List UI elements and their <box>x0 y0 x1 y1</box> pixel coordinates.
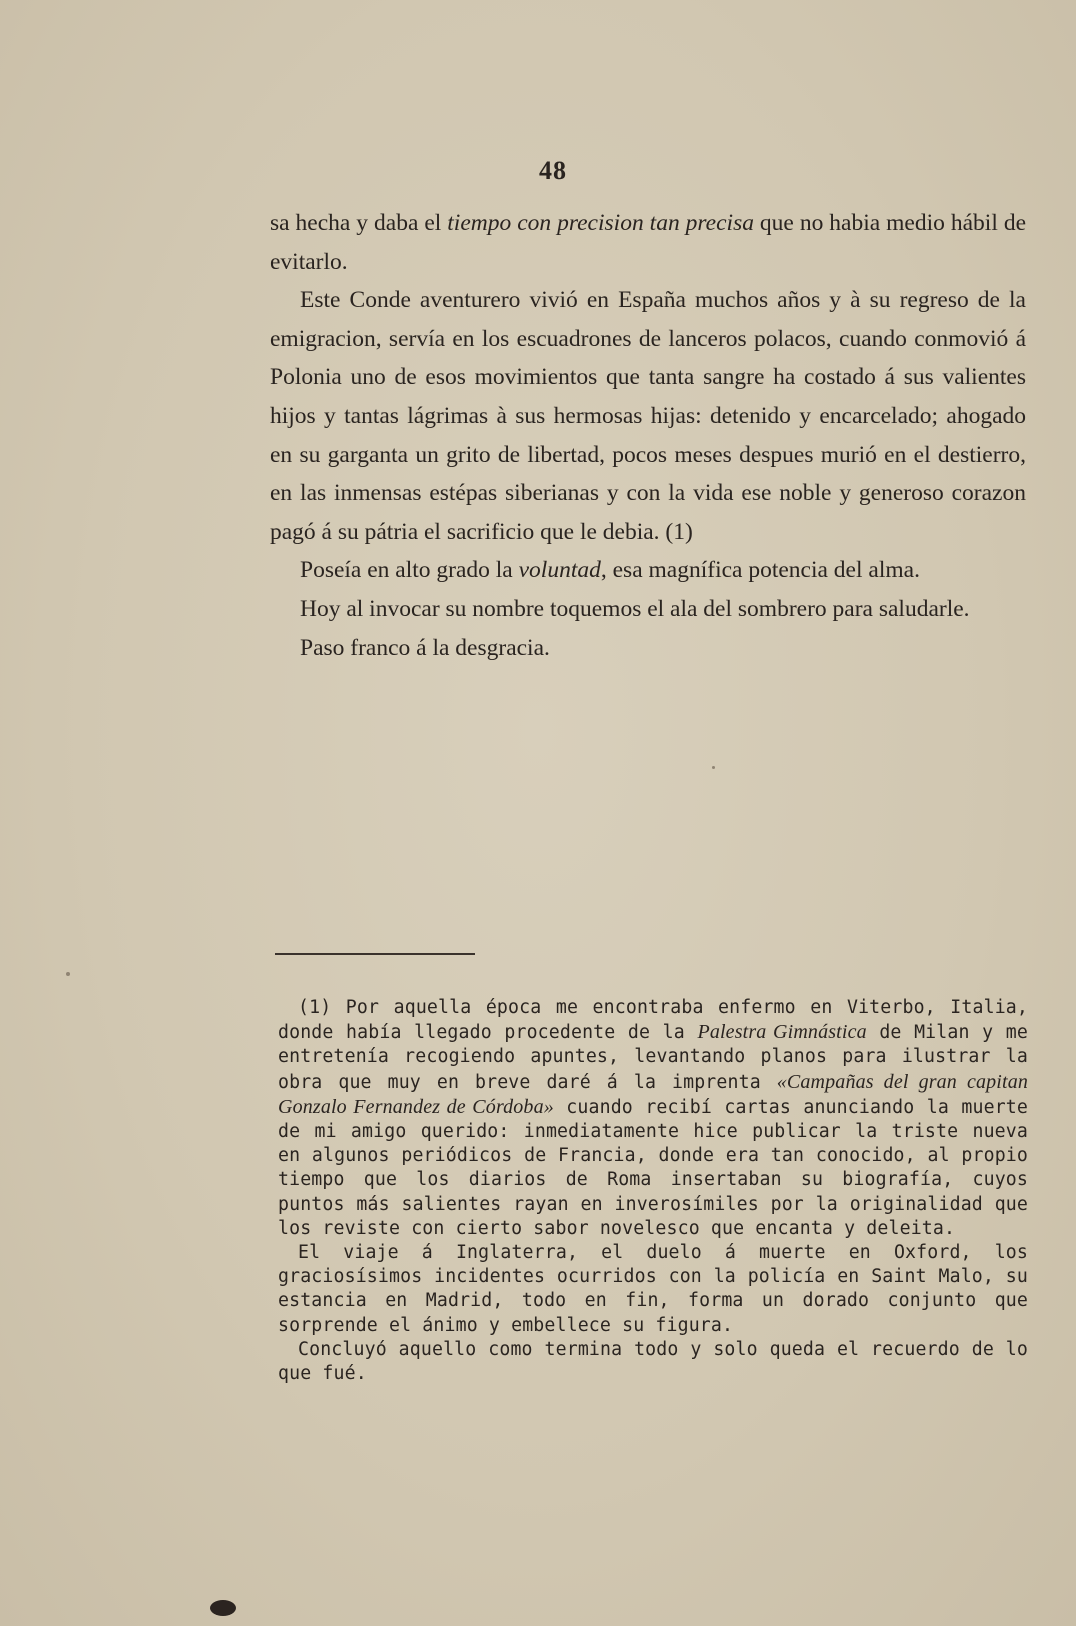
footnote-1 <box>278 996 1028 1241</box>
paragraph-3 <box>270 551 1026 590</box>
footnote-1-italic-2: «Campañas del gran capitan Gonzalo Fernandez de Córdoba» <box>278 1070 1028 1118</box>
footnote-1-text-a: (1) Por aquella época me encontraba enfermo en Viterbo, Italia, donde había llegado procedente de la <box>278 997 1028 1044</box>
footnote-divider <box>275 953 475 955</box>
paragraph-3-text-a: Poseía en alto grado la <box>300 557 519 584</box>
paragraph-1 <box>270 204 1026 281</box>
paper-speck <box>66 972 70 976</box>
body-text <box>270 204 1026 667</box>
paragraph-3-text-b: , esa magnífica potencia del alma. <box>600 557 920 584</box>
paragraph-5: Paso franco á la desgracia. <box>300 634 550 661</box>
footnote-1-text-b: de Milan y me entretenía recogiendo apuntes, levantando planos para ilustrar la obra que muy en breve daré á la imprenta <box>278 1022 1028 1093</box>
paragraph-1-text-b: que no habia medio hábil de evitarlo. <box>270 210 1026 275</box>
ink-blot <box>210 1600 236 1616</box>
footnote-1-text-c: cuando recibí cartas anunciando la muerte de mi amigo querido: inmediatamente hice publicar la triste nueva en algunos periódicos de Francia, donde era tan conocido, al propio tiempo que los diarios de Roma insertaban su biografía, cuyos puntos más salientes rayan en inverosímiles por la originalidad que los reviste con cierto sabor novelesco que encanta y deleita. <box>278 1096 1028 1239</box>
paragraph-4: Hoy al invocar su nombre toquemos el ala del sombrero para saludarle. <box>300 595 970 622</box>
footnote-1-italic-1: Palestra Gimnástica <box>697 1021 867 1044</box>
footnote-2: El viaje á Inglaterra, el duelo á muerte en Oxford, los graciosísimos incidentes ocurridos con la policía en Saint Malo, su estancia en Madrid, todo en fin, forma un dorado conjunto que sorprende el ánimo y embellece su figura. <box>278 1242 1028 1336</box>
paragraph-1-text-a: sa hecha y daba el <box>270 210 448 236</box>
paragraph-3-italic: voluntad <box>518 557 601 584</box>
footnotes <box>278 996 1028 1386</box>
page-number: 48 <box>539 156 567 185</box>
paragraph-2: Este Conde aventurero vivió en España muchos años y à su regreso de la emigracion, servía en los escuadrones de lanceros polacos, cuando conmovió á Polonia uno de esos movimientos que tanta sangre ha costado á sus valientes hijos y tantas lágrimas à sus hermosas hijas: detenido y encarcelado; ahogado en su garganta un grito de libertad, pocos meses despues murió en el destierro, en las inmensas estépas siberianas y con la vida ese noble y generoso corazon pagó á su pátria el sacrificio que le debia. (1) <box>270 287 1026 545</box>
footnote-3: Concluyó aquello como termina todo y solo queda el recuerdo de lo que fué. <box>278 1338 1028 1385</box>
paper-speck <box>712 766 715 769</box>
paragraph-1-italic: tiempo con precision tan precisa <box>447 210 754 236</box>
